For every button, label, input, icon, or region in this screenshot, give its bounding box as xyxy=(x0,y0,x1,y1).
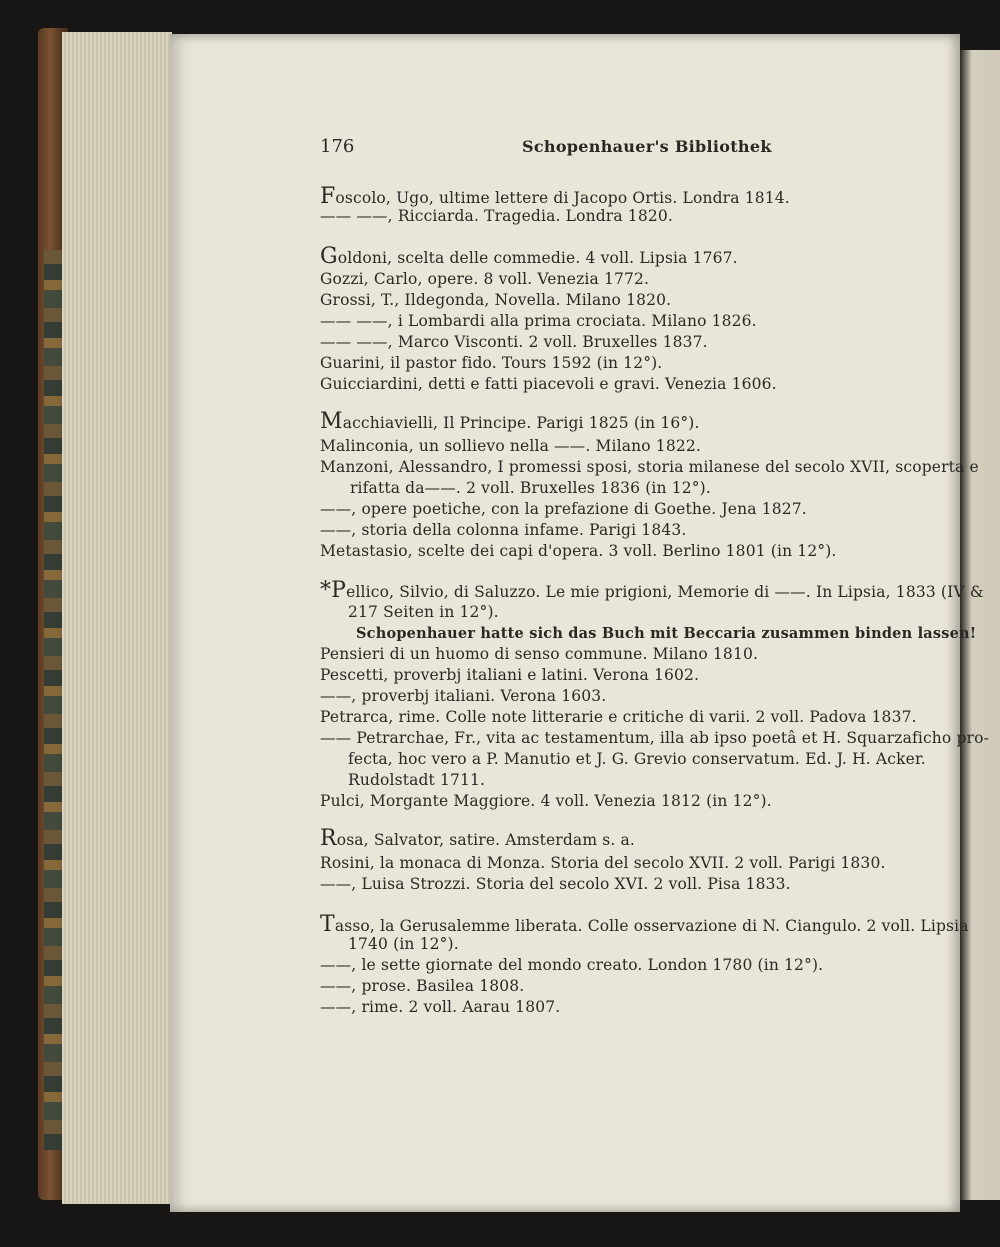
initial-letter: R xyxy=(320,826,337,851)
list-item: Pensieri di un huomo di senso commune. Milano 1810. xyxy=(320,645,759,663)
list-item-continuation: 217 Seiten in 12°). xyxy=(348,603,499,621)
fraktur-note: Schopenhauer hatte sich das Buch mit Beccaria zusammen binden lassen! xyxy=(356,625,977,642)
list-item: ——, proverbj italiani. Verona 1603. xyxy=(320,687,607,705)
list-item: Metastasio, scelte dei capi d'opera. 3 voll. Berlino 1801 (in 12°). xyxy=(320,542,837,560)
list-item: —— ——, Ricciarda. Tragedia. Londra 1820. xyxy=(320,207,673,225)
list-item: Petrarca, rime. Colle note litterarie e critiche di varii. 2 voll. Padova 1837. xyxy=(320,708,917,726)
list-item: Pulci, Morgante Maggiore. 4 voll. Venezia 1812 (in 12°). xyxy=(320,792,772,810)
entry-text: acchiavielli, Il Principe. Parigi 1825 (in 16°). xyxy=(342,414,700,432)
list-item: ——, rime. 2 voll. Aarau 1807. xyxy=(320,998,561,1016)
list-item: Grossi, T., Ildegonda, Novella. Milano 1820. xyxy=(320,291,672,309)
list-item: ——, prose. Basilea 1808. xyxy=(320,977,525,995)
entry-text: osa, Salvator, satire. Amsterdam s. a. xyxy=(336,831,635,849)
list-item: —— Petrarchae, Fr., vita ac testamentum, illa ab ipso poetâ et H. Squarzaficho pro- xyxy=(320,729,989,747)
list-item: Manzoni, Alessandro, I promessi sposi, storia milanese del secolo XVII, scoperta e xyxy=(320,458,979,476)
initial-letter: T xyxy=(320,912,335,937)
list-item: Pescetti, proverbj italiani e latini. Verona 1602. xyxy=(320,666,700,684)
initial-letter: F xyxy=(320,184,336,209)
list-item-continuation: 1740 (in 12°). xyxy=(348,935,459,953)
list-item: Gozzi, Carlo, opere. 8 voll. Venezia 1772. xyxy=(320,270,650,288)
entry-text: oscolo, Ugo, ultime lettere di Jacopo Ortis. Londra 1814. xyxy=(335,189,790,207)
page-number: 176 xyxy=(320,136,355,157)
list-item: Rosini, la monaca di Monza. Storia del secolo XVII. 2 voll. Parigi 1830. xyxy=(320,854,886,872)
list-item-continuation: fecta, hoc vero a P. Manutio et J. G. Grevio conservatum. Ed. J. H. Acker. xyxy=(348,750,926,768)
page-edges xyxy=(62,32,172,1204)
list-item: —— ——, i Lombardi alla prima crociata. Milano 1826. xyxy=(320,312,757,330)
list-item-continuation: rifatta da——. 2 voll. Bruxelles 1836 (in 12°). xyxy=(350,479,711,497)
list-item: Guicciardini, detti e fatti piacevoli e gravi. Venezia 1606. xyxy=(320,375,777,393)
list-item: Guarini, il pastor fido. Tours 1592 (in 12°). xyxy=(320,354,663,372)
list-item xyxy=(320,409,700,434)
list-item: —— ——, Marco Visconti. 2 voll. Bruxelles 1837. xyxy=(320,333,708,351)
entry-text: ellico, Silvio, di Saluzzo. Le mie prigioni, Memorie di ——. In Lipsia, 1833 (IV & xyxy=(346,583,984,601)
list-item: ——, le sette giornate del mondo creato. London 1780 (in 12°). xyxy=(320,956,824,974)
entry-text: asso, la Gerusalemme liberata. Colle osservazione di N. Ciangulo. 2 voll. Lipsia xyxy=(334,917,969,935)
entry-text: oldoni, scelta delle commedie. 4 voll. Lipsia 1767. xyxy=(337,249,738,267)
list-item xyxy=(320,184,790,209)
initial-letter: M xyxy=(320,409,343,434)
list-item xyxy=(320,912,969,937)
initial-letter: *P xyxy=(320,578,347,603)
initial-letter: G xyxy=(320,244,338,269)
list-item-continuation: Rudolstadt 1711. xyxy=(348,771,486,789)
marbled-endpaper xyxy=(44,250,62,1150)
list-item xyxy=(320,244,738,269)
list-item: Malinconia, un sollievo nella ——. Milano 1822. xyxy=(320,437,701,455)
list-item xyxy=(320,578,984,603)
list-item: ——, storia della colonna infame. Parigi 1843. xyxy=(320,521,687,539)
list-item: ——, Luisa Strozzi. Storia del secolo XVI. 2 voll. Pisa 1833. xyxy=(320,875,791,893)
list-item: ——, opere poetiche, con la prefazione di Goethe. Jena 1827. xyxy=(320,500,807,518)
list-item xyxy=(320,826,635,851)
running-title: Schopenhauer's Bibliothek xyxy=(522,137,772,156)
